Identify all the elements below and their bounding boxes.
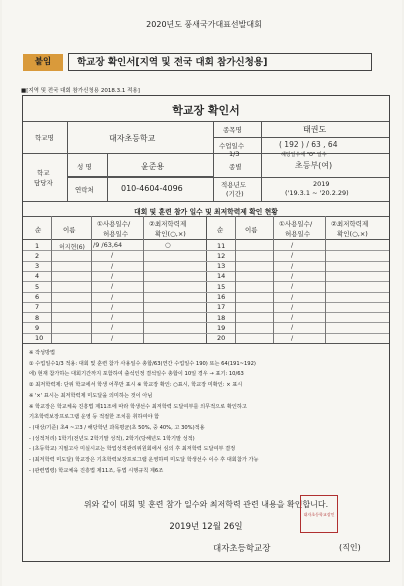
section-title: 대회 및 훈련 참가 일수 및 최저학력제 확인 현황 [134, 208, 278, 216]
note-line: ② 최저학력제: 단위 학교에서 학생 어쭈만 표시 ※ 학교장 확인: ○표시, 학교장 미확인: × 표시 [29, 382, 243, 389]
days-label: 수업일수 [219, 142, 245, 150]
period-label-1: 적용년도 [221, 181, 247, 189]
period-range: ('19.3.1 ~ '20.2.29) [285, 189, 349, 197]
col-name-left: 이름 [63, 226, 76, 234]
row-no: 15 [217, 282, 226, 291]
school-seal-stamp: 대자초등학교장인 [300, 495, 338, 533]
col-no-left: 순 [35, 226, 42, 234]
row-no: 6 [35, 293, 40, 301]
row-divider [23, 271, 389, 272]
col-grade-left-2: 확인(○,×) [155, 230, 186, 238]
school-label: 학교명 [35, 134, 54, 142]
column-divider [91, 216, 92, 343]
note-line: 기초학력보장프로그램 운영 등 적절한 조치를 취하여야 함 [29, 414, 160, 421]
row-days: / [111, 261, 114, 270]
column-divider [273, 216, 274, 343]
event-value: 태권도 [303, 125, 327, 134]
note-line: ※ '×' 표시는 최저학력제 미도달을 의미하는 것이 아님 [29, 392, 153, 399]
row-no: 18 [217, 313, 226, 322]
grade-value: 초등부(여) [295, 161, 333, 170]
note-line: - (대상/기준) 초4 ~고3 / 해당학년 과목평균(초 50%, 중 40%, 고 30%)적용 [29, 424, 205, 431]
row-days: / [291, 313, 294, 322]
row-days: / [291, 333, 294, 342]
confirm-text: 위와 같이 대회 및 훈련 참가 일수와 최저학력 관련 내용을 확인합니다. [83, 500, 329, 509]
row-no: 7 [35, 303, 40, 312]
row-divider [23, 261, 389, 262]
row-grade: ○ [165, 241, 171, 249]
name-label: 성 명 [77, 163, 92, 171]
row-no: 2 [35, 251, 40, 260]
row-no: 19 [217, 323, 226, 332]
attachment-tag: 붙임 [23, 54, 63, 71]
column-divider [235, 216, 236, 343]
period-year: 2019 [313, 180, 330, 188]
row-days: / [111, 292, 114, 301]
row-no: 4 [35, 272, 40, 281]
row-no: 1 [35, 241, 40, 250]
row-days: / [111, 282, 114, 291]
row-name: 허지현(6) [59, 243, 85, 251]
contact-value: 010-4604-4096 [121, 184, 183, 193]
row-days: / [111, 271, 114, 280]
subnote: ■[지역 및 전국 대회 참가신청용 2018.3.1 적용] [21, 88, 140, 94]
row-no: 5 [35, 282, 40, 291]
row-no: 16 [217, 293, 226, 301]
note-line: - (최저학력 미도달) 학교장은 기초학력보장프로그램 운영하며 미도달 학생선수 이수 후 대회참가 가능 [29, 457, 259, 463]
note-line: 에) 현재 참가하는 대회기간까지 포함하여 출석인정 결석일수 총합이 10일 경우 → 표기: 10/63 [29, 371, 244, 378]
row-no: 3 [35, 262, 40, 271]
school-name: 대자초등학교 [109, 134, 156, 143]
column-divider [143, 216, 144, 343]
contact-label: 연락처 [75, 186, 94, 194]
form-frame [22, 95, 390, 562]
row-divider [23, 292, 389, 293]
row-days: / [111, 333, 114, 342]
row-days: / [111, 251, 114, 260]
row-days: / [291, 261, 294, 270]
column-divider [51, 216, 52, 343]
col-days-right-1: ①사용일수/ [279, 220, 313, 228]
col-name-right: 이름 [245, 226, 258, 234]
col-grade-right-2: 확인(○,×) [337, 230, 368, 238]
row-divider [23, 322, 389, 323]
row-days: / [291, 241, 294, 249]
row-days: /9 /63,64 [93, 241, 123, 249]
row-no: 20 [217, 334, 226, 343]
note-line: ※ 작성방법 [29, 350, 56, 356]
column-divider [325, 216, 326, 343]
note-line: - (성적처리) 1학기(전년도 2학기말 성적), 2학기(당해년도 1학기말 성적) [29, 435, 195, 442]
note-line: ※ 학교장은 학교체육 진흥법 제11조에 따라 학생선수 최저학력 도달여부를 의무적으로 확인하고 [29, 403, 247, 410]
col-grade-right-1: ②최저학력제 [331, 220, 369, 228]
row-no: 17 [217, 303, 226, 312]
row-days: / [291, 271, 294, 280]
event-label: 종목명 [223, 126, 242, 134]
col-days-left-1: ①사용일수/ [97, 220, 131, 228]
days-ratio: 1/3 [229, 150, 240, 158]
row-days: / [111, 323, 114, 332]
date-text: 2019년 12월 26일 [169, 522, 243, 532]
row-days: / [291, 323, 294, 332]
row-no: 8 [35, 313, 40, 322]
note-line: - (관련법령) 학교체육 진흥법 제11조, 동법 시행규칙 제6조 [29, 467, 164, 474]
row-no: 10 [35, 334, 44, 343]
document-sheet [2, 0, 402, 586]
row-days: / [111, 302, 114, 311]
teacher-label-2: 담당자 [34, 179, 53, 187]
row-divider [23, 333, 389, 334]
note-line: ① 수업일수1/3 적용: 대회 및 훈련 참가 사용일수 총합/63(연간 수업일수 190) 또는 64(191~192) [29, 360, 256, 367]
row-divider [23, 302, 389, 303]
row-days: / [291, 282, 294, 291]
row-divider [23, 281, 389, 282]
row-days: / [291, 251, 294, 260]
row-no: 11 [217, 241, 226, 250]
teacher-label-1: 학교 [37, 169, 50, 177]
row-divider [23, 312, 389, 313]
col-days-left-2: 허용일수 [103, 230, 129, 238]
doc-heading: 학교장 확인서[지역 및 전국 대회 참가신청용] [68, 53, 372, 71]
days-note: 해당일수에 "O" 일수 [281, 152, 327, 158]
row-days: / [111, 313, 114, 322]
row-no: 14 [217, 272, 226, 281]
grade-label: 종별 [229, 163, 242, 171]
row-no: 12 [217, 251, 226, 260]
col-grade-left-1: ②최저학력제 [149, 220, 187, 228]
principal-text: 대자초등학교장 [213, 544, 271, 554]
seal-text: (직인) [339, 543, 361, 552]
row-days: / [291, 292, 294, 301]
row-no: 9 [35, 323, 40, 332]
row-days: / [291, 302, 294, 311]
note-line: - (초등학교) 지필고사 미실시교는 학업성적관리위원회에서 심의 후 최저학력 도달여부 결정 [29, 446, 236, 453]
col-days-right-2: 허용일수 [285, 230, 311, 238]
period-label-2: (기간) [226, 190, 244, 198]
page-title: 2020년도 풍새국가대표선발대회 [146, 20, 262, 29]
days-value: ( 192 ) / 63 , 64 [279, 140, 338, 149]
col-no-right: 순 [217, 226, 224, 234]
teacher-name: 윤준용 [141, 162, 165, 171]
row-no: 13 [217, 262, 226, 271]
form-title: 학교장 확인서 [172, 104, 240, 117]
